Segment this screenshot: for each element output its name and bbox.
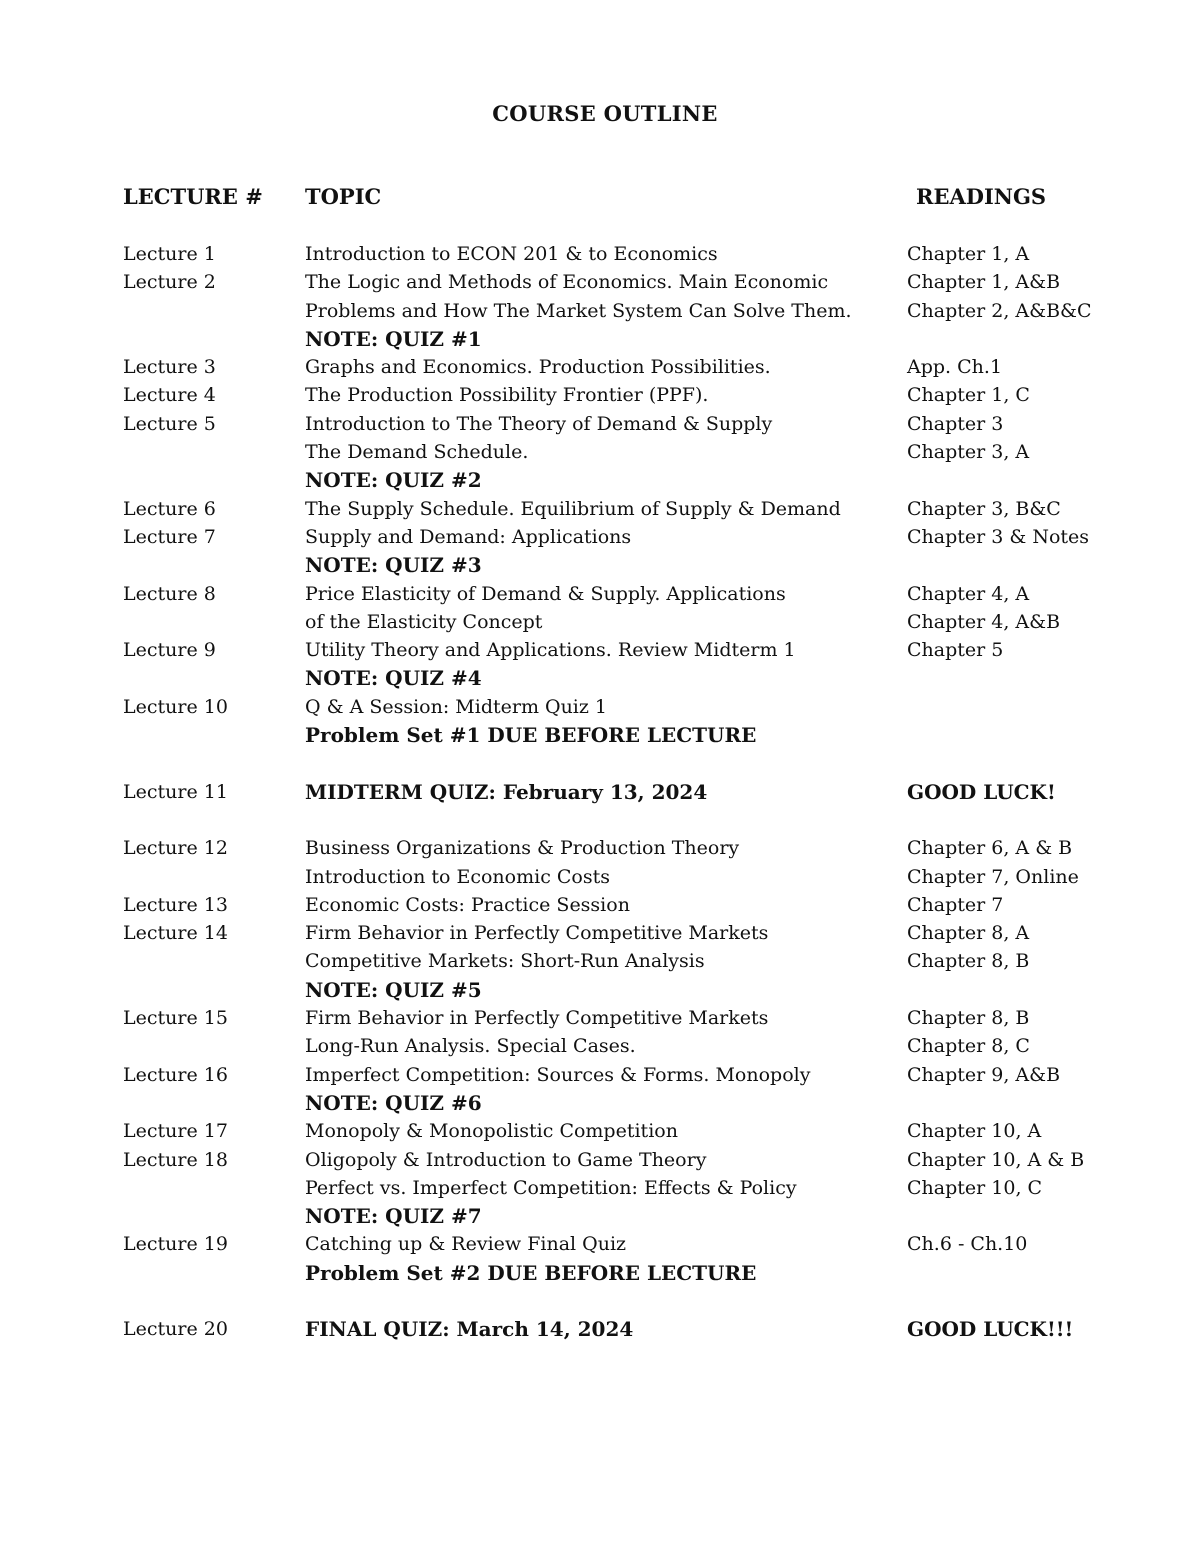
readings-cell: Chapter 1, A&B [907, 271, 1061, 294]
topic-cell: Introduction to Economic Costs [305, 865, 610, 888]
table-row [0, 523, 1200, 551]
table-header [0, 183, 1200, 211]
lecture-cell: Lecture 14 [123, 922, 228, 945]
table-row [0, 778, 1200, 806]
table-row [0, 1202, 1200, 1230]
topic-cell: Q & A Session: Midterm Quiz 1 [305, 695, 608, 718]
outline-table [0, 240, 1200, 1344]
row-spacer [0, 749, 1200, 777]
topic-cell: Competitive Markets: Short-Run Analysis [305, 950, 705, 973]
lecture-cell: Lecture 17 [123, 1120, 228, 1143]
topic-cell: of the Elasticity Concept [305, 610, 543, 633]
readings-cell: App. Ch.1 [907, 356, 1003, 379]
table-row [0, 693, 1200, 721]
readings-cell: Ch.6 - Ch.10 [907, 1233, 1028, 1256]
topic-cell: FINAL QUIZ: March 14, 2024 [305, 1317, 634, 1342]
table-row [0, 495, 1200, 523]
topic-cell: NOTE: QUIZ #2 [305, 468, 482, 493]
lecture-cell: Lecture 13 [123, 893, 228, 916]
table-row [0, 1089, 1200, 1117]
table-row [0, 863, 1200, 891]
table-row [0, 1259, 1200, 1287]
lecture-cell: Lecture 12 [123, 837, 228, 860]
table-row [0, 1061, 1200, 1089]
lecture-cell: Lecture 4 [123, 384, 216, 407]
topic-cell: NOTE: QUIZ #6 [305, 1090, 482, 1115]
readings-cell: Chapter 10, A & B [907, 1148, 1085, 1171]
topic-cell: Price Elasticity of Demand & Supply. Applications [305, 582, 786, 605]
readings-cell: Chapter 9, A&B [907, 1063, 1061, 1086]
lecture-cell: Lecture 20 [123, 1318, 228, 1341]
topic-cell: Utility Theory and Applications. Review Midterm 1 [305, 639, 796, 662]
readings-cell: Chapter 8, C [907, 1035, 1030, 1058]
readings-cell: Chapter 1, A [907, 243, 1030, 265]
table-row [0, 976, 1200, 1004]
topic-cell: NOTE: QUIZ #3 [305, 553, 482, 578]
readings-cell: Chapter 10, A [907, 1120, 1042, 1143]
topic-cell: The Demand Schedule. [305, 441, 529, 464]
readings-cell: Chapter 1, C [907, 384, 1030, 407]
topic-cell: Problem Set #2 DUE BEFORE LECTURE [305, 1260, 757, 1285]
readings-cell: GOOD LUCK!!! [907, 1317, 1074, 1342]
table-row [0, 636, 1200, 664]
topic-cell: Oligopoly & Introduction to Game Theory [305, 1148, 707, 1171]
header-readings: READINGS [916, 184, 1047, 209]
readings-cell: Chapter 6, A & B [907, 837, 1073, 860]
lecture-cell: Lecture 9 [123, 639, 216, 662]
readings-cell: Chapter 3, B&C [907, 497, 1061, 520]
topic-cell: Firm Behavior in Perfectly Competitive Markets [305, 922, 769, 945]
topic-cell: Imperfect Competition: Sources & Forms. Monopoly [305, 1063, 811, 1086]
table-row [0, 297, 1200, 325]
readings-cell: Chapter 7, Online [907, 865, 1079, 888]
lecture-cell: Lecture 8 [123, 582, 216, 605]
readings-cell: Chapter 10, C [907, 1176, 1043, 1199]
table-row [0, 551, 1200, 579]
table-row [0, 268, 1200, 296]
topic-cell: Perfect vs. Imperfect Competition: Effects & Policy [305, 1176, 797, 1199]
topic-cell: The Production Possibility Frontier (PPF). [305, 384, 709, 407]
readings-cell: Chapter 4, A [907, 582, 1030, 605]
topic-cell: Monopoly & Monopolistic Competition [305, 1120, 678, 1143]
header-topic: TOPIC [305, 184, 382, 209]
header-lecture: LECTURE # [123, 184, 263, 209]
topic-cell: Business Organizations & Production Theory [305, 837, 740, 860]
table-row [0, 466, 1200, 494]
topic-cell: Supply and Demand: Applications [305, 525, 632, 548]
topic-cell: Graphs and Economics. Production Possibilities. [305, 356, 771, 379]
topic-cell: The Supply Schedule. Equilibrium of Supply & Demand [305, 497, 841, 520]
page-title: COURSE OUTLINE [492, 101, 718, 126]
table-row [0, 608, 1200, 636]
readings-cell: Chapter 3 [907, 412, 1004, 435]
readings-cell: Chapter 3, A [907, 441, 1030, 464]
lecture-cell: Lecture 15 [123, 1007, 228, 1030]
row-spacer [0, 806, 1200, 834]
table-row [0, 1032, 1200, 1060]
lecture-cell: Lecture 7 [123, 525, 216, 548]
lecture-cell: Lecture 6 [123, 497, 216, 520]
readings-cell: GOOD LUCK! [907, 779, 1056, 804]
topic-cell: The Logic and Methods of Economics. Main Economic [305, 271, 829, 294]
topic-cell: Problems and How The Market System Can Solve Them. [305, 299, 852, 322]
readings-cell: Chapter 5 [907, 639, 1004, 662]
readings-cell: Chapter 2, A&B&C [907, 299, 1092, 322]
readings-cell: Chapter 8, A [907, 922, 1030, 945]
table-row [0, 919, 1200, 947]
table-row [0, 721, 1200, 749]
table-row [0, 240, 1200, 268]
lecture-cell: Lecture 16 [123, 1063, 228, 1086]
topic-cell: Introduction to The Theory of Demand & Supply [305, 412, 773, 435]
table-row [0, 381, 1200, 409]
readings-cell: Chapter 4, A&B [907, 610, 1061, 633]
topic-cell: Problem Set #1 DUE BEFORE LECTURE [305, 723, 757, 748]
table-row [0, 410, 1200, 438]
row-spacer [0, 1287, 1200, 1315]
topic-cell: MIDTERM QUIZ: February 13, 2024 [305, 779, 708, 804]
readings-cell: Chapter 8, B [907, 1007, 1030, 1030]
topic-cell: NOTE: QUIZ #4 [305, 666, 482, 691]
table-row [0, 947, 1200, 975]
readings-cell: Chapter 7 [907, 893, 1004, 916]
table-row [0, 1315, 1200, 1343]
topic-cell: Long-Run Analysis. Special Cases. [305, 1035, 636, 1058]
lecture-cell: Lecture 11 [123, 780, 228, 803]
table-row [0, 438, 1200, 466]
lecture-cell: Lecture 2 [123, 271, 216, 294]
readings-cell: Chapter 8, B [907, 950, 1030, 973]
table-row [0, 834, 1200, 862]
table-row [0, 1230, 1200, 1258]
table-row [0, 325, 1200, 353]
topic-cell: NOTE: QUIZ #1 [305, 326, 482, 351]
table-row [0, 1117, 1200, 1145]
topic-cell: NOTE: QUIZ #7 [305, 1204, 482, 1229]
table-row [0, 580, 1200, 608]
lecture-cell: Lecture 3 [123, 356, 216, 379]
lecture-cell: Lecture 1 [123, 243, 216, 265]
lecture-cell: Lecture 5 [123, 412, 216, 435]
table-row [0, 891, 1200, 919]
lecture-cell: Lecture 19 [123, 1233, 228, 1256]
topic-cell: Introduction to ECON 201 & to Economics [305, 243, 718, 265]
topic-cell: Economic Costs: Practice Session [305, 893, 630, 916]
topic-cell: Firm Behavior in Perfectly Competitive Markets [305, 1007, 769, 1030]
table-row [0, 1174, 1200, 1202]
lecture-cell: Lecture 10 [123, 695, 228, 718]
topic-cell: Catching up & Review Final Quiz [305, 1233, 627, 1256]
table-row [0, 353, 1200, 381]
table-row [0, 664, 1200, 692]
topic-cell: NOTE: QUIZ #5 [305, 977, 482, 1002]
lecture-cell: Lecture 18 [123, 1148, 228, 1171]
table-row [0, 1004, 1200, 1032]
table-row [0, 1146, 1200, 1174]
readings-cell: Chapter 3 & Notes [907, 525, 1090, 548]
